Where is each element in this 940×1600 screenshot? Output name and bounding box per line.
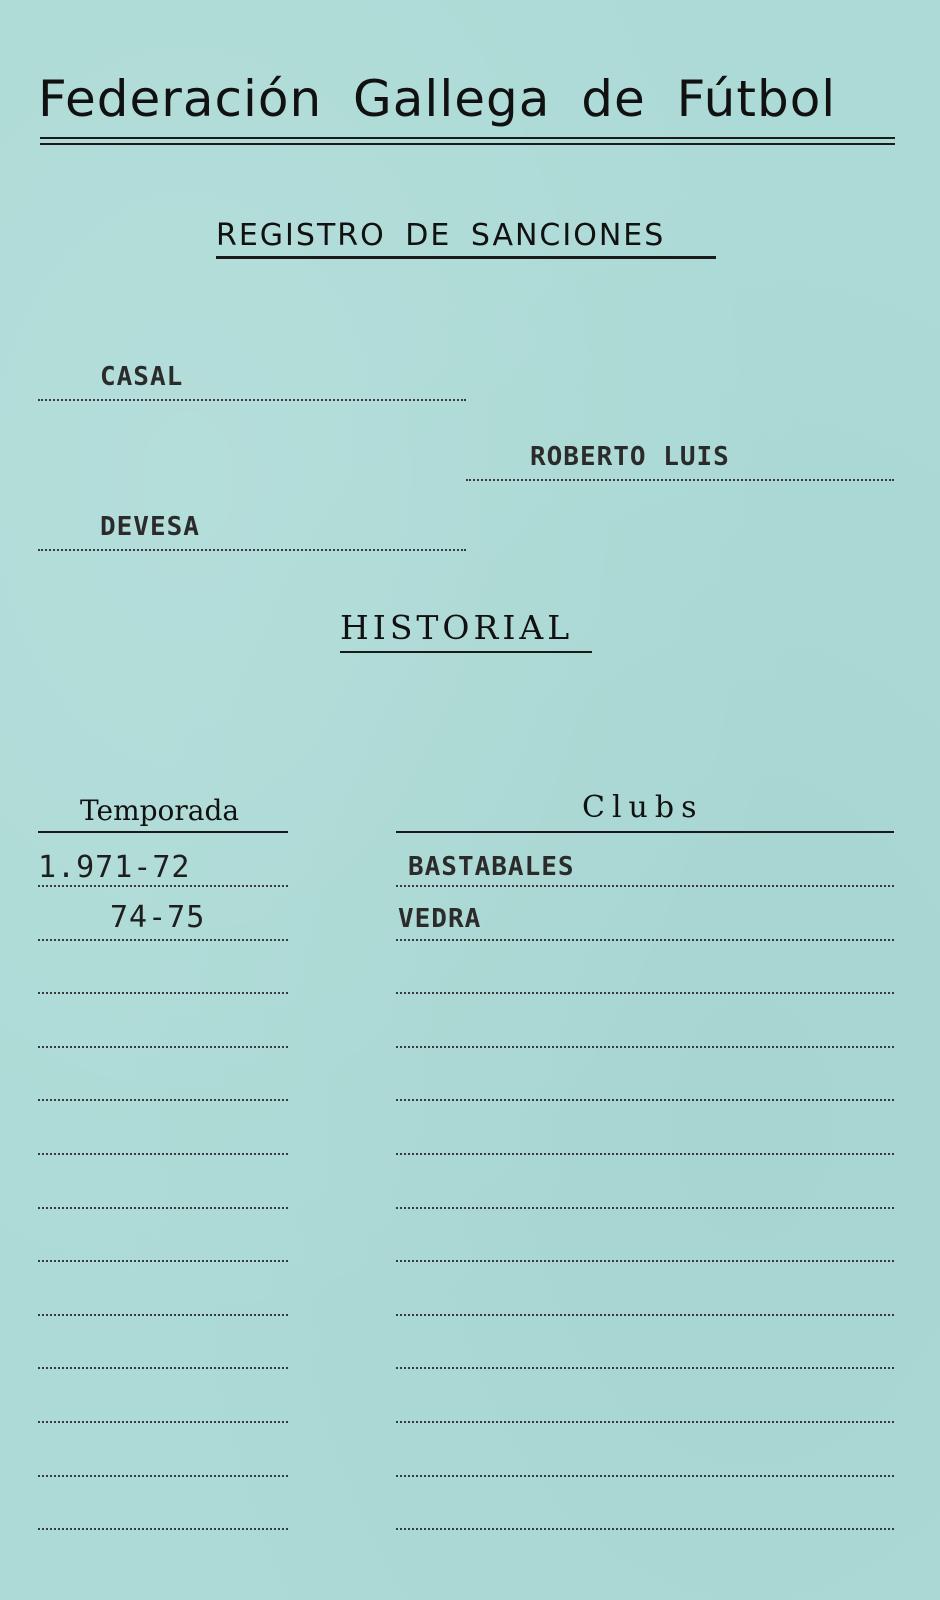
club-row-line xyxy=(396,992,894,994)
title-underline-bottom xyxy=(40,143,895,145)
season-row-line xyxy=(38,1421,288,1423)
historial-underline xyxy=(340,651,592,653)
season-row-line xyxy=(38,885,288,887)
season-row-line xyxy=(38,1046,288,1048)
season-row-line xyxy=(38,1528,288,1530)
title-underline-top xyxy=(40,137,895,139)
season-row-line xyxy=(38,1367,288,1369)
clubs-header-rule xyxy=(396,831,894,833)
club-cell: BASTABALES xyxy=(408,852,575,882)
surname-first-value: CASAL xyxy=(100,362,184,392)
given-names-value: ROBERTO LUIS xyxy=(530,442,730,472)
season-header-rule xyxy=(38,831,288,833)
club-cell: VEDRA xyxy=(398,904,482,934)
record-subtitle: REGISTRO DE SANCIONES xyxy=(216,218,666,253)
season-row-line xyxy=(38,992,288,994)
season-cell: 74-75 xyxy=(110,900,206,935)
club-row-line xyxy=(396,1475,894,1477)
season-row-line xyxy=(38,1314,288,1316)
season-row-line xyxy=(38,939,288,941)
club-row-line xyxy=(396,1367,894,1369)
club-row-line xyxy=(396,1528,894,1530)
club-row-line xyxy=(396,1260,894,1262)
clubs-column-header: Clubs xyxy=(582,790,704,825)
club-row-line xyxy=(396,1099,894,1101)
season-row-line xyxy=(38,1207,288,1209)
surname-second-line xyxy=(38,549,466,551)
season-column-header: Temporada xyxy=(80,794,240,827)
season-row-line xyxy=(38,1099,288,1101)
season-row-line xyxy=(38,1260,288,1262)
club-row-line xyxy=(396,885,894,887)
club-row-line xyxy=(396,1314,894,1316)
season-row-line xyxy=(38,1475,288,1477)
club-row-line xyxy=(396,939,894,941)
federation-title: Federación Gallega de Fútbol xyxy=(38,70,837,128)
club-row-line xyxy=(396,1046,894,1048)
season-row-line xyxy=(38,1153,288,1155)
surname-first-line xyxy=(38,399,466,401)
subtitle-underline xyxy=(216,256,716,259)
club-row-line xyxy=(396,1207,894,1209)
given-names-line xyxy=(466,479,894,481)
club-row-line xyxy=(396,1421,894,1423)
surname-second-value: DEVESA xyxy=(100,512,200,542)
season-cell: 1.971-72 xyxy=(38,850,191,885)
historial-heading: HISTORIAL xyxy=(340,608,574,647)
club-row-line xyxy=(396,1153,894,1155)
